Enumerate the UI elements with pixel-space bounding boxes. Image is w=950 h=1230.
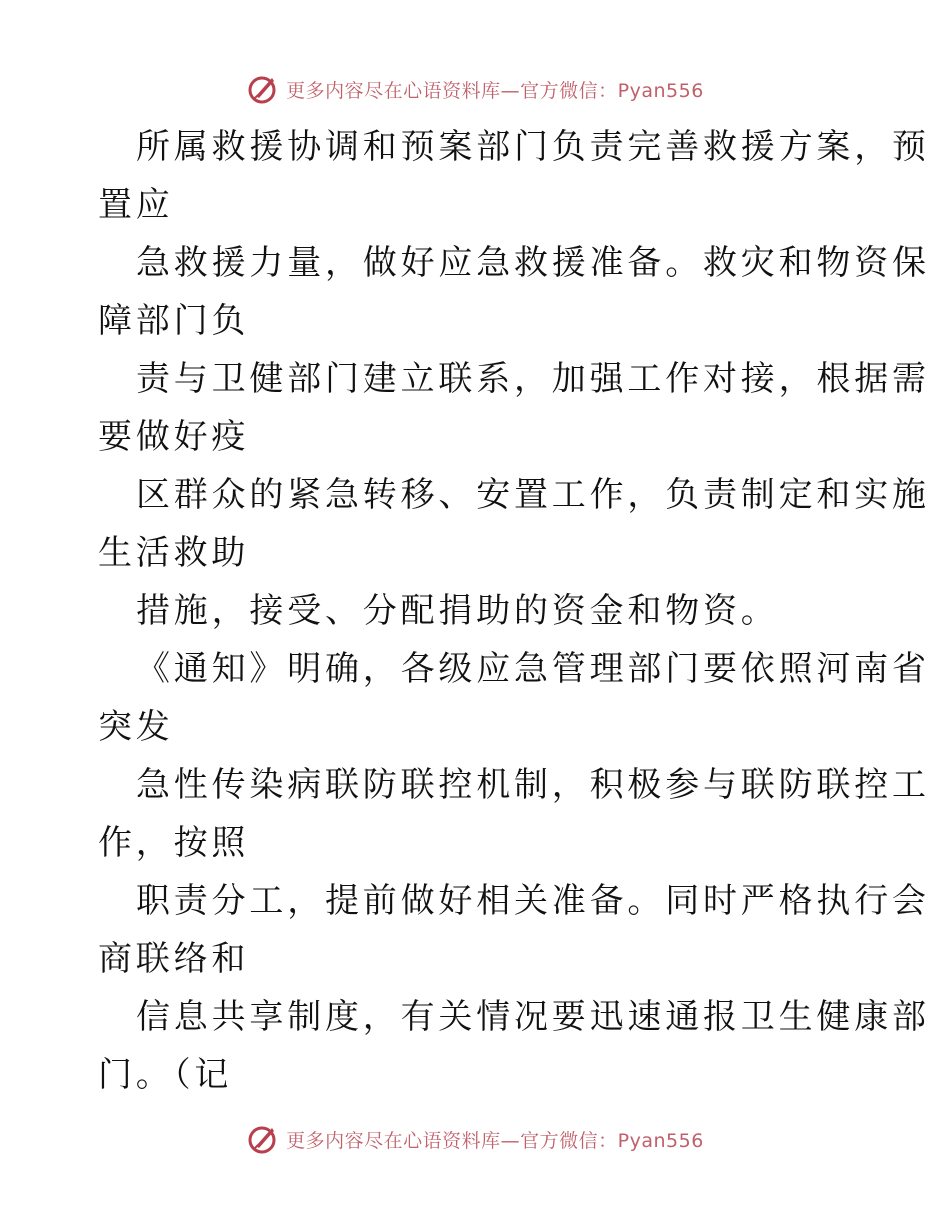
quill-pen-logo-icon bbox=[246, 1122, 280, 1156]
text-line: 商联络和 bbox=[98, 939, 250, 979]
text-line: 急性传染病联防联控机制，积极参与联防联控工 bbox=[136, 765, 930, 805]
text-line: 生活救助 bbox=[98, 533, 250, 573]
document-body bbox=[98, 118, 930, 1104]
footer-banner-text: 更多内容尽在心语资料库—官方微信：Pyan556 bbox=[286, 1129, 704, 1152]
header-banner-text: 更多内容尽在心语资料库—官方微信：Pyan556 bbox=[286, 79, 704, 102]
text-line: 障部门负 bbox=[98, 301, 250, 341]
text-line: 区群众的紧急转移、安置工作，负责制定和实施 bbox=[136, 475, 930, 515]
text-line: 职责分工，提前做好相关准备。同时严格执行会 bbox=[136, 881, 930, 921]
text-line: 《通知》明确，各级应急管理部门要依照河南省 bbox=[136, 649, 930, 689]
text-line: 要做好疫 bbox=[98, 417, 250, 457]
text-line: 急救援力量，做好应急救援准备。救灾和物资保 bbox=[136, 243, 930, 283]
text-line: 门。（记 bbox=[98, 1055, 233, 1095]
quill-pen-logo-icon bbox=[246, 72, 280, 106]
header-banner bbox=[0, 72, 950, 106]
text-line: 责与卫健部门建立联系，加强工作对接，根据需 bbox=[136, 359, 930, 399]
text-line: 作，按照 bbox=[98, 823, 250, 863]
text-line: 措施，接受、分配捐助的资金和物资。 bbox=[136, 591, 779, 631]
text-line: 信息共享制度，有关情况要迅速通报卫生健康部 bbox=[136, 997, 930, 1037]
text-line: 突发 bbox=[98, 707, 174, 747]
footer-banner bbox=[0, 1122, 950, 1156]
text-line: 所属救援协调和预案部门负责完善救援方案，预 bbox=[136, 127, 930, 167]
text-line: 置应 bbox=[98, 185, 174, 225]
